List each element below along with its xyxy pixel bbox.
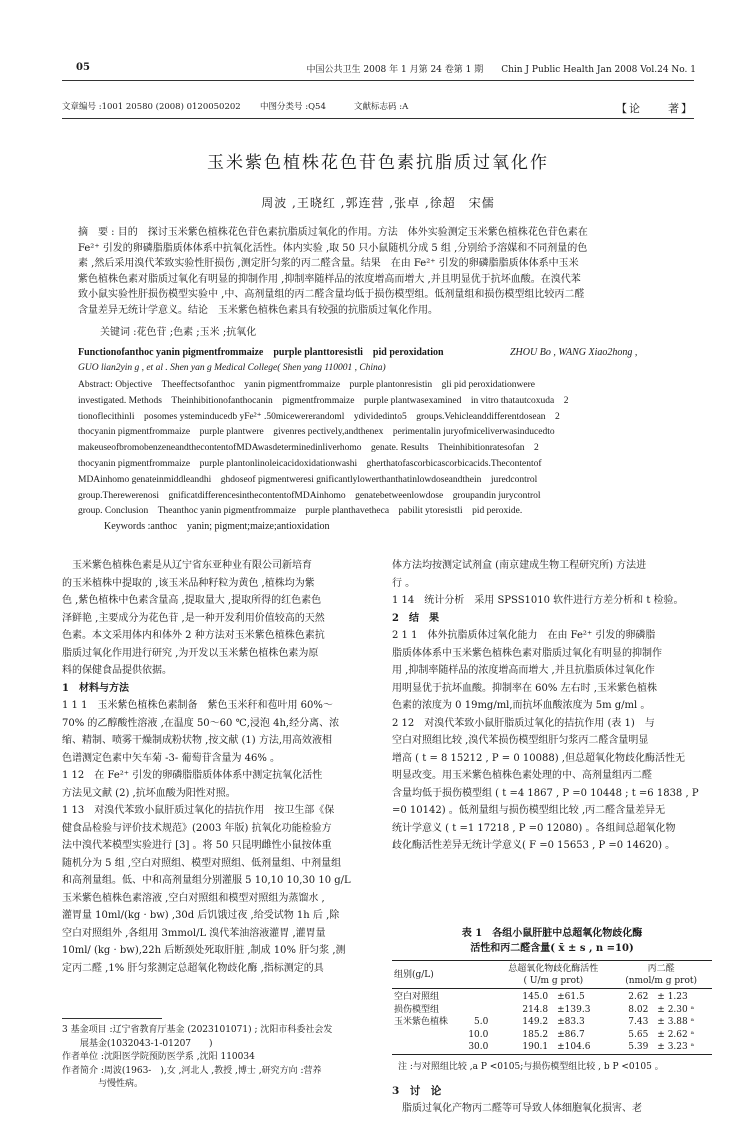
body-line: 色素的浓度为 0 19mg/ml,而抗坏血酸浓度为 5m g/ml 。 <box>392 700 651 711</box>
body-line: 色谱测定色素中矢车菊 -3- 葡萄苷含量为 46% 。 <box>62 752 281 764</box>
table-cell-dose <box>461 991 497 1004</box>
abstract-en-line: thocyanin pigmentfrommaize purple plantwere givenres pectively,andthenex perimentalin juryofmiceliverwasinducedto <box>78 427 555 438</box>
table-cell-mda: 5.65 ± 2.62 ᵃ <box>628 1029 695 1040</box>
body-line: 空白对照组比较 ,溴代苯损伤模型组肝匀浆丙二醛含量明显 <box>392 735 649 746</box>
table-row <box>392 991 712 1004</box>
body-line: 用 ,抑制率随样品的浓度增高而增大 ,并且抗脂质体过氧化作 <box>392 665 655 676</box>
table-body <box>392 960 712 1056</box>
body-line: 料的保健食品提供依据。 <box>62 665 172 676</box>
table-cell-sod: 214.8 ±139.3 <box>522 1004 591 1015</box>
running-header <box>76 62 696 76</box>
body-line: 1 13 对溴代苯致小鼠肝质过氧化的拮抗作用 按卫生部《保 <box>62 805 335 816</box>
abstract-cn-line: Fe²⁺ 引发的卵磷脂脂质体体系中抗氧化活性。体内实验 ,取 50 只小鼠随机分成 5 组 ,分别给予溶媒和不同剂量的色 <box>78 242 588 254</box>
body-line: 2 结 果 <box>392 612 439 624</box>
col-header-sod-unit: ( U/m g prot) <box>523 976 584 986</box>
table-cell-sod: 145.0 ±61.5 <box>522 992 585 1002</box>
body-line: =0 10142) 。低剂量组与损伤模型组比较 ,丙二醛含量差异无 <box>392 805 666 816</box>
table-cell-dose: 10.0 <box>468 1029 489 1040</box>
body-line: 明显改变。用玉米紫色植株色素处理的中、高剂量组丙二醛 <box>392 770 652 781</box>
abstract-en-line: Abstract: Objective Theeffectsofanthoc yanin pigmentfrommaize purple plantonresistin gli pid peroxidationwere <box>78 380 536 390</box>
table-row <box>392 1041 712 1054</box>
table-cell-group <box>392 1041 461 1054</box>
abstract-cn-line: 紫色植株色素对脂质过氧化有明显的抑制作用 ,抑制率随样品的浓度增高而增大 ,并且明显优于抗坏血酸。在溴代苯 <box>78 273 581 285</box>
body-line: 定丙二醛 ,1% 肝匀浆测定总超氧化物歧化酶 ,指标测定的具 <box>62 962 324 974</box>
body-line: 泽鲜艳 ,主要成分为花色苷 ,是一种开发利用价值较高的天然 <box>62 612 325 624</box>
article-number: 文章编号 :1001 20580 (2008) 0120050202 <box>62 102 241 112</box>
col-header-group: 组别(g/L) <box>394 969 434 980</box>
body-line: 色 ,紫色植株中色素含量高 ,提取量大 ,提取所得的红色素色 <box>62 595 322 606</box>
body-line: 2 1 1 体外抗脂质体过氧化能力 在由 Fe²⁺ 引发的卵磷脂 <box>392 630 656 641</box>
section-3-heading: 3 讨 论 <box>392 1085 442 1097</box>
col-header-mda: 丙二醛 <box>647 963 675 974</box>
table-note: 注 :与对照组比较 ,a P <0105;与损伤模型组比较 , b P <0105 。 <box>398 1062 664 1072</box>
table-cell-group <box>392 1029 461 1042</box>
table-row <box>392 1029 712 1042</box>
footnote-line: 作者简介 :周波(1963- ),女 ,河北人 ,教授 ,博士 ,研究方向 :营养 <box>62 1065 322 1076</box>
body-line: 1 12 在 Fe²⁺ 引发的卵磷脂脂质体体系中测定抗氧化活性 <box>62 770 323 781</box>
body-line: 玉米紫色植株色素是从辽宁省东亚种业有限公司新培育 <box>62 560 312 571</box>
left-column <box>62 557 378 977</box>
column-label: 【论 著】 <box>616 102 694 115</box>
table-cell-mda: 2.62 ± 1.23 <box>628 992 688 1002</box>
table-cell-group: 损伤模型组 <box>394 1004 440 1015</box>
body-line: 行 。 <box>392 577 416 589</box>
table-cell-group: 空白对照组 <box>394 992 440 1002</box>
col-header-sod: 总超氧化物歧化酶活性 <box>508 963 599 974</box>
classification-number: 中图分类号 :Q54 <box>260 102 326 112</box>
abstract-en-line: makeuseofbromobenzeneandthecontentofMDAwasdeterminedinliverhomo genate. Results Theinhibitionratesofan 2 <box>78 443 539 454</box>
title-en: Functionofanthoc yanin pigmentfrommaize purple planttoresistli pid peroxidation <box>78 347 444 358</box>
body-line: 统计学意义 ( t =1 17218 , P =0 12080) 。各组间总超氧化物 <box>392 822 676 834</box>
table-row <box>392 1016 712 1029</box>
abstract-cn-line: 素 ,然后采用溴代苯致实验性肝损伤 ,测定肝匀浆的丙二醛含量。结果 在由 Fe²⁺ 引发的卵磷脂脂质体体系中玉米 <box>78 258 579 269</box>
body-line: 脂质过氧化作用进行研究 ,为开发以玉米紫色植株色素为原 <box>62 647 319 659</box>
footnote-line: 展基金(1032043-1-01207 ) <box>62 1038 213 1049</box>
section-3-text: 脂质过氧化产物丙二醛等可导致人体细胞氧化损害、老 <box>392 1103 642 1114</box>
abstract-en-line: group. Conclusion Theanthoc yanin pigmentfrommaize purple planthavetheca pabilit ytoresistli pid peroxide. <box>78 506 523 517</box>
body-line: 色素。本文采用体内和体外 2 种方法对玉米紫色植株色素抗 <box>62 630 325 641</box>
table-cell-mda: 7.43 ± 3.88 ᵃ <box>628 1017 695 1027</box>
body-line: 玉米紫色植株色素溶液 ,空白对照组和模型对照组为蒸馏水 , <box>62 892 325 904</box>
body-line: 和高剂量组。低、中和高剂量组分别灌服 5 10,10 10,30 10 g/L <box>62 875 351 886</box>
body-line: 1 14 统计分析 采用 SPSS1010 软件进行方差分析和 t 检验。 <box>392 595 684 606</box>
body-line: 随机分为 5 组 ,空白对照组、模型对照组、低剂量组、中剂量组 <box>62 857 342 869</box>
body-line: 灌胃量 10ml/(kg · bw) ,30d 后饥饿过夜 ,给受试物 1h 后 ,除 <box>62 910 340 921</box>
table-cell-group: 玉米紫色植株 <box>394 1017 449 1027</box>
page-number: 05 <box>76 62 90 73</box>
table-title-1: 表 1 各组小鼠肝脏中总超氧化物歧化酶 <box>461 928 643 939</box>
table-cell-sod: 185.2 ±86.7 <box>522 1029 585 1040</box>
abstract-cn-line: 含量差异无统计学意义。结论 玉米紫色植株色素具有较强的抗脂质过氧化作用。 <box>78 304 438 316</box>
table-cell-dose <box>461 1004 497 1017</box>
body-line: 1 1 1 玉米紫色植株色素制备 紫色玉米秆和苞叶用 60%～ <box>62 700 333 711</box>
abstract-en-line: group.Therewerenosi gnificatdifferencesinthecontentofMDAinhomo genatebetweenlowdose groupandin jurycontrol <box>78 490 541 501</box>
footnote-rule <box>62 1018 162 1019</box>
body-line: 体方法均按测定试剂盒 (南京建成生物工程研究所) 方法进 <box>392 560 647 571</box>
affiliation-en: GUO lian2yin g , et al . Shen yan g Medical College( Shen yang 110001 , China) <box>78 363 386 373</box>
keywords-en: Keywords :anthoc yanin; pigment;maize;antioxidation <box>104 521 330 532</box>
footnote-line: 与慢性病。 <box>62 1079 144 1089</box>
table-1 <box>392 926 712 1074</box>
table-cell-dose: 5.0 <box>474 1017 489 1027</box>
body-line: 法中溴代苯模型实验进行 [3] 。将 50 只昆明雌性小鼠按体重 <box>62 840 332 851</box>
header-rule <box>62 80 694 81</box>
body-line: 健食品检验与评价技术规范》(2003 年版) 抗氧化功能检验方 <box>62 822 332 834</box>
right-column <box>392 557 712 855</box>
table-cell-sod: 190.1 ±104.6 <box>522 1042 591 1052</box>
table-cell-mda: 5.39 ± 3.23 ᵃ <box>628 1042 695 1052</box>
authors-en: ZHOU Bo , WANG Xiao2hong , <box>510 347 638 358</box>
body-line: 的玉米植株中提取的 ,该玉米品种籽粒为黄色 ,植株均为紫 <box>62 577 315 589</box>
paper-title: 玉米紫色植株花色苷色素抗脂质过氧化作 <box>207 153 549 173</box>
body-line: 10ml/ (kg · bw),22h 后断颈处死取肝脏 ,制成 10% 肝匀浆 ,测 <box>62 945 346 956</box>
body-line: 70% 的乙醇酸性溶液 ,在温度 50～60 ℃,浸泡 4h,经分离、浓 <box>62 717 340 729</box>
body-line: 1 材料与方法 <box>62 682 129 694</box>
body-line: 空白对照组外 ,各组用 3mmol/L 溴代苯油溶液灌胃 ,灌胃量 <box>62 927 326 939</box>
abstract-en-line: thocyanin pigmentfrommaize purple plantonlinoleicacidoxidationwashi gherthatofascorbicascorbicacids.Thecontentof <box>78 459 542 469</box>
abstract-cn-line: 摘 要 : 目的 探讨玉米紫色植株花色苷色素抗脂质过氧化的作用。方法 体外实验测定玉米紫色植株花色苷色素在 <box>78 227 588 238</box>
body-line: 方法见文献 (2) ,抗坏血酸为阳性对照。 <box>62 787 236 799</box>
body-line: 增高 ( t = 8 15212 , P = 0 10088) ,但总超氧化物歧化酶活性无 <box>392 752 685 764</box>
body-line: 用明显优于抗坏血酸。抑制率在 60% 左右时 ,玉米紫色植株 <box>392 682 657 694</box>
table-title-2: 活性和丙二醛含量( x̄ ± s , n =10) <box>470 943 634 954</box>
abstract-en-line: MDAinhomo genateinmiddleandhi ghdoseof pigmentweresi gnificantlylowerthanthatinlowdoseandthein juredcontrol <box>78 474 538 485</box>
body-line: 脂质体体系中玉米紫色植株色素对脂质过氧化有明显的抑制作 <box>392 647 662 659</box>
paper-authors: 周波 ,王晓红 ,郭连营 ,张卓 ,徐超 宋儒 <box>261 196 495 210</box>
keywords-cn: 关键词 :花色苷 ;色素 ;玉米 ;抗氧化 <box>100 327 257 338</box>
footnote-line: 作者单位 :沈阳医学院预防医学系 ,沈阳 110034 <box>62 1052 255 1062</box>
col-header-mda-unit: (nmol/m g prot) <box>625 976 698 986</box>
abstract-en-line: investigated. Methods Theinhibitionofanthocanin pigmentfrommaize purple plantwasexamined in vitro thatautcoxuda 2 <box>78 395 569 406</box>
body-line: 含量均低于损伤模型组 ( t =4 1867 , P =0 10448 ; t =6 1838 , P <box>392 787 699 799</box>
journal-citation: 中国公共卫生 2008 年 1 月第 24 卷第 1 期 Chin J Public Health Jan 2008 Vol.24 No. 1 <box>306 65 696 75</box>
body-line: 歧化酶活性差异无统计学意义( F =0 15653 , P =0 14620) 。 <box>392 840 676 851</box>
meta-rule <box>62 118 694 119</box>
body-line: 2 12 对溴代苯致小鼠肝脂质过氧化的拮抗作用 (表 1) 与 <box>392 717 655 729</box>
body-line: 缩、精制、喷雾干燥制成粉状物 ,按文献 (1) 方法,用高效液相 <box>62 735 333 746</box>
table-cell-mda: 8.02 ± 2.30 ᵃ <box>628 1004 695 1015</box>
table-cell-dose: 30.0 <box>468 1042 489 1052</box>
abstract-cn-line: 致小鼠实验性肝损伤模型实验中 ,中、高剂量组的丙二醛含量均低于损伤模型组。低剂量组和损伤模型组比较丙二醛 <box>78 289 585 300</box>
document-code: 文献标志码 :A <box>354 102 409 112</box>
footnote-line: 3 基金项目 :辽宁省教育厅基金 (2023101071) ; 沈阳市科委社会发 <box>62 1025 333 1035</box>
abstract-en-line: tionoflecithinli posomes ysteminducedb yFe²⁺ .50micewererandoml ydividedinto5 groups.Vehicleanddifferentdosean 2 <box>78 411 560 422</box>
table-cell-sod: 149.2 ±83.3 <box>522 1017 585 1027</box>
table-row <box>392 1004 712 1017</box>
article-meta <box>62 100 694 114</box>
